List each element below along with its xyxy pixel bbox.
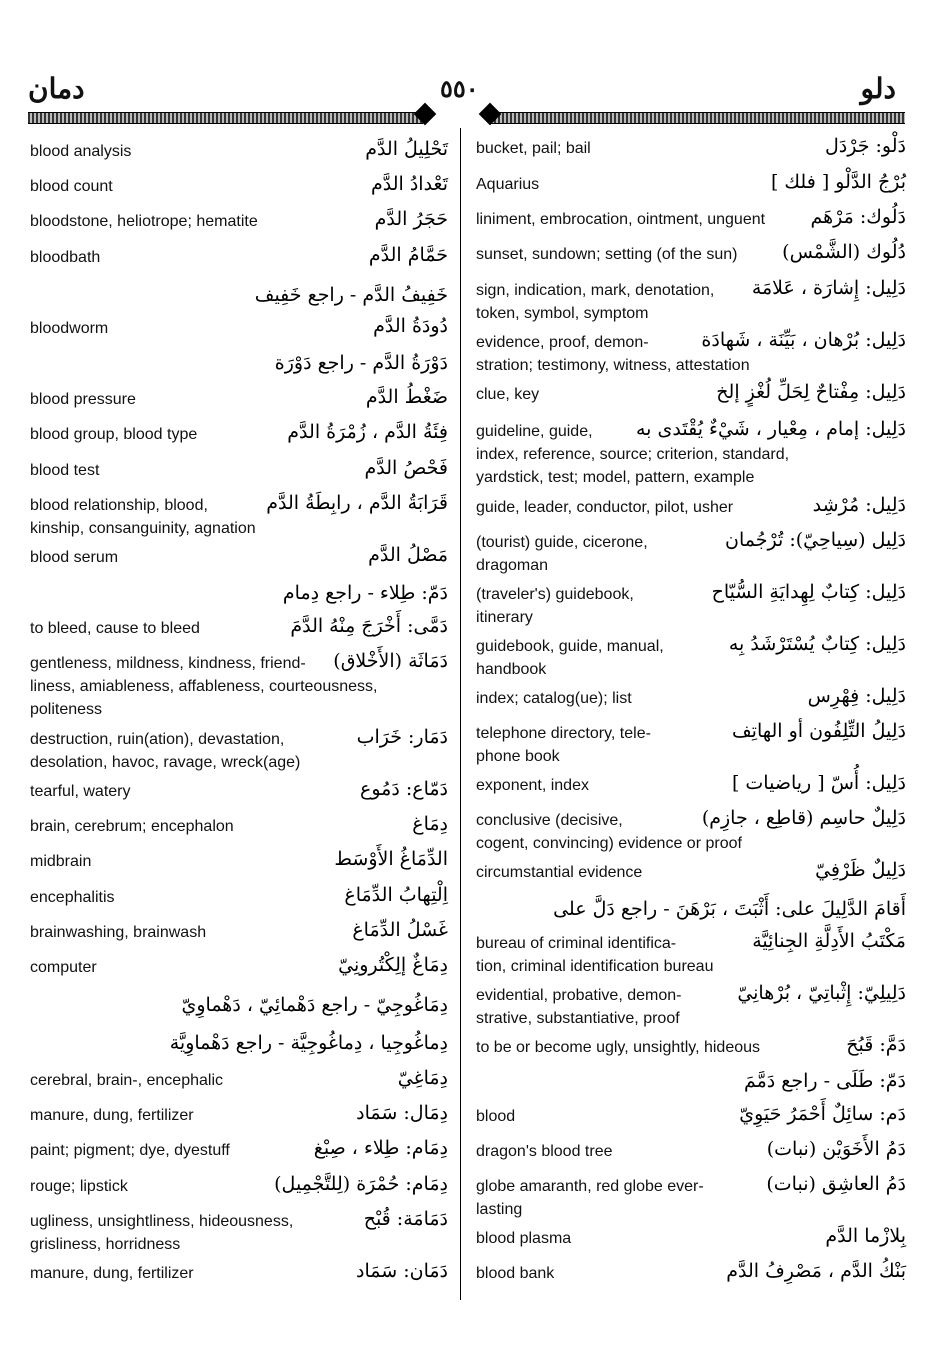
english-definition: encephalitis	[30, 889, 115, 906]
english-definition: paint; pigment; dye, dyestuff	[30, 1142, 230, 1159]
page-number: ٥٥٠	[440, 74, 479, 103]
english-definition: circumstantial evidence	[476, 864, 643, 881]
english-definition: blood plasma	[476, 1230, 572, 1247]
english-definition: telephone directory, tele- phone book	[476, 725, 651, 765]
english-definition: cerebral, brain-, encephalic	[30, 1072, 223, 1089]
arabic-headword: مَكْتَبُ الأَدِلَّةِ الجِنائِيَّة	[752, 930, 906, 952]
arabic-headword: تَعْدادُ الدَّم	[370, 173, 448, 195]
english-definition: bucket, pail; bail	[476, 140, 591, 157]
english-definition: bloodstone, heliotrope; hematite	[30, 213, 258, 230]
arabic-headword: دِمَام: حُمْرَة (لِلتَّجْمِيل)	[274, 1173, 448, 1195]
english-definition: bureau of criminal identifica- tion, criminal identification bureau	[476, 935, 714, 975]
arabic-headword: دَلِيل: بُرْهان ، بَيِّنَة ، شَهادَة	[701, 329, 906, 351]
english-definition: sunset, sundown; setting (of the sun)	[476, 246, 738, 263]
arabic-headword: بَنْكُ الدَّم ، مَصْرِفُ الدَّم	[726, 1260, 906, 1282]
arabic-headword: فَحْصُ الدَّم	[364, 457, 448, 479]
guide-word-right: دلو	[860, 72, 896, 105]
arabic-headword: دِمَاغِيّ	[397, 1067, 448, 1089]
english-definition: computer	[30, 959, 97, 976]
arabic-headword: دَمّاع: دَمُوع	[360, 778, 448, 800]
arabic-headword: دَلِيل: كِتابٌ يُسْتَرْشَدُ بِه	[728, 633, 906, 655]
english-definition: globe amaranth, red globe ever- lasting	[476, 1178, 704, 1218]
arabic-headword: دِمَاغُوجِيّ - راجع دَهْمائِيّ ، دَهْماوِيّ	[181, 994, 448, 1016]
arabic-headword: دُلُوك (الشَّمْس)	[782, 241, 906, 263]
arabic-headword: دَمَاثَة (الأَخْلاق)	[333, 650, 448, 672]
english-definition: conclusive (decisive, cogent, convincing) evidence or proof	[476, 812, 742, 852]
arabic-headword: بِلازْما الدَّم	[825, 1225, 906, 1247]
arabic-headword: دِمَاغ	[412, 813, 448, 835]
guide-word-left: دمان	[28, 72, 85, 105]
arabic-headword: دَلِيلٌ ظَرْفِيّ	[815, 859, 906, 881]
arabic-headword: دَلِيلِيّ: إِثْباتِيّ ، بُرْهانِيّ	[737, 982, 906, 1004]
english-definition: liniment, embrocation, ointment, unguent	[476, 211, 766, 228]
arabic-headword: دَمّ: طِلاء - راجع دِمام	[282, 582, 448, 604]
arabic-headword: دَلِيل: فِهْرِس	[807, 685, 906, 707]
arabic-headword: دَلِيل: أُسّ [ رياضيات ]	[731, 772, 906, 794]
arabic-headword: دَمَامَة: قُبْح	[363, 1208, 448, 1230]
header-rule-left	[28, 112, 423, 124]
english-definition: exponent, index	[476, 777, 589, 794]
arabic-headword: دَلِيل (سِياحِيّ): تُرْجُمان	[725, 529, 906, 551]
arabic-headword: دَمَار: خَرَاب	[356, 726, 448, 748]
english-definition: evidential, probative, demon- strative, substantiative, proof	[476, 987, 682, 1027]
english-definition: blood count	[30, 178, 113, 195]
english-definition: to bleed, cause to bleed	[30, 620, 200, 637]
arabic-headword: دَلُوك: مَرْهَم	[810, 206, 906, 228]
english-definition: guideline, guide, index, reference, source; criterion, standard, yardstick, test; model, pattern, example	[476, 423, 790, 486]
arabic-headword: دِماغُوجِيا ، دِماغُوجِيَّة - راجع دَهْماوِيَّة	[169, 1032, 448, 1054]
english-definition: guidebook, guide, manual, handbook	[476, 638, 664, 678]
arabic-headword: دَلِيل: إمام ، مِعْيار ، شَيْءٌ يُقْتَدى به	[635, 418, 906, 440]
english-definition: Aquarius	[476, 176, 540, 193]
english-definition: (tourist) guide, cicerone, dragoman	[476, 534, 648, 574]
english-definition: sign, indication, mark, denotation, token, symbol, symptom	[476, 282, 715, 322]
arabic-headword: دَم: سائِلٌ أَحْمَرُ حَيَوِيّ	[739, 1103, 906, 1125]
arabic-headword: خَفِيفُ الدَّم - راجع خَفِيف	[254, 284, 448, 306]
english-definition: dragon's blood tree	[476, 1143, 613, 1160]
english-definition: gentleness, mildness, kindness, friend- liness, amiableness, affableness, courteousness, politeness	[30, 655, 378, 718]
arabic-headword: مَصْلُ الدَّم	[368, 544, 448, 566]
english-definition: manure, dung, fertilizer	[30, 1265, 194, 1282]
arabic-headword: دَمَّ: قَبُحَ	[846, 1034, 906, 1056]
english-definition: blood test	[30, 462, 100, 479]
english-definition: guide, leader, conductor, pilot, usher	[476, 499, 734, 516]
arabic-headword: دَلِيلُ التِّلِفُون أو الهاتِف	[732, 720, 906, 742]
arabic-headword: دَمَان: سَمَاد	[356, 1260, 448, 1282]
arabic-headword: أَقامَ الدَّلِيلَ على: أَثْبَتَ ، بَرْهَنَ - راجع دَلَّ على	[553, 898, 906, 920]
arabic-headword: ضَغْطُ الدَّم	[365, 386, 448, 408]
english-definition: bloodworm	[30, 320, 109, 337]
arabic-headword: اِلْتِهابُ الدِّمَاغ	[344, 884, 448, 906]
arabic-headword: دِمَام: طِلاء ، صِبْغ	[313, 1137, 448, 1159]
english-definition: manure, dung, fertilizer	[30, 1107, 194, 1124]
english-definition: (traveler's) guidebook, itinerary	[476, 586, 634, 626]
arabic-headword: حَمَّامُ الدَّم	[368, 244, 448, 266]
arabic-headword: فِئَةُ الدَّم ، زُمْرَةُ الدَّم	[287, 421, 448, 443]
arabic-headword: دِمَاغٌ إلِكْتُرونِيّ	[338, 954, 448, 976]
english-definition: midbrain	[30, 853, 92, 870]
english-definition: clue, key	[476, 386, 540, 403]
english-definition: index; catalog(ue); list	[476, 690, 632, 707]
arabic-headword: دُودَةُ الدَّم	[373, 315, 448, 337]
header-rule-right	[490, 112, 905, 124]
arabic-headword: بُرْجُ الدَّلْو [ فلك ]	[770, 171, 906, 193]
english-definition: to be or become ugly, unsightly, hideous	[476, 1039, 761, 1056]
english-definition: destruction, ruin(ation), devastation, desolation, havoc, ravage, wreck(age)	[30, 731, 301, 771]
english-definition: bloodbath	[30, 249, 101, 266]
arabic-headword: غَسْلُ الدِّمَاغ	[352, 919, 448, 941]
arabic-headword: دَلِيل: كِتابٌ لِهِدايَةِ السُّيّاح	[711, 581, 906, 603]
arabic-headword: دَمُ الأَخَوَيْن (نبات)	[766, 1138, 906, 1160]
arabic-headword: دَمَّى: أَخْرَجَ مِنْهُ الدَّمَ	[290, 615, 448, 637]
english-definition: blood group, blood type	[30, 426, 198, 443]
arabic-headword: الدِّمَاغُ الأَوْسَط	[334, 848, 448, 870]
english-definition: blood analysis	[30, 143, 132, 160]
english-definition: blood	[476, 1108, 516, 1125]
english-definition: blood pressure	[30, 391, 136, 408]
column-divider	[460, 128, 461, 1300]
arabic-headword: دِمَال: سَمَاد	[356, 1102, 448, 1124]
english-definition: rouge; lipstick	[30, 1178, 128, 1195]
arabic-headword: تَحْلِيلُ الدَّم	[365, 138, 448, 160]
arabic-headword: دَوْرَةُ الدَّم - راجع دَوْرَة	[274, 352, 448, 374]
english-definition: blood serum	[30, 549, 119, 566]
arabic-headword: دَمّ: طَلَى - راجع دَمَّمَ	[743, 1070, 906, 1092]
arabic-headword: دَلِيل: إِشارَة ، عَلامَة	[751, 277, 906, 299]
english-definition: blood bank	[476, 1265, 555, 1282]
arabic-headword: دَلِيل: مِفْتاحٌ لِحَلِّ لُغْزٍ إلخ	[716, 381, 906, 403]
arabic-headword: حَجَرُ الدَّم	[374, 208, 448, 230]
arabic-headword: دَلِيلٌ حاسِم (قاطِع ، جازِم)	[701, 807, 906, 829]
arabic-headword: دَلِيل: مُرْشِد	[812, 494, 906, 516]
arabic-headword: قَرَابَةُ الدَّم ، رابِطَةُ الدَّم	[266, 492, 448, 514]
english-definition: tearful, watery	[30, 783, 131, 800]
arabic-headword: دَلْو: جَرْدَل	[824, 135, 906, 157]
english-definition: ugliness, unsightliness, hideousness, grisliness, horridness	[30, 1213, 294, 1253]
arabic-headword: دَمُ العاشِق (نبات)	[766, 1173, 906, 1195]
english-definition: evidence, proof, demon- stration; testimony, witness, attestation	[476, 334, 750, 374]
english-definition: brainwashing, brainwash	[30, 924, 207, 941]
english-definition: brain, cerebrum; encephalon	[30, 818, 234, 835]
english-definition: blood relationship, blood, kinship, consanguinity, agnation	[30, 497, 256, 537]
